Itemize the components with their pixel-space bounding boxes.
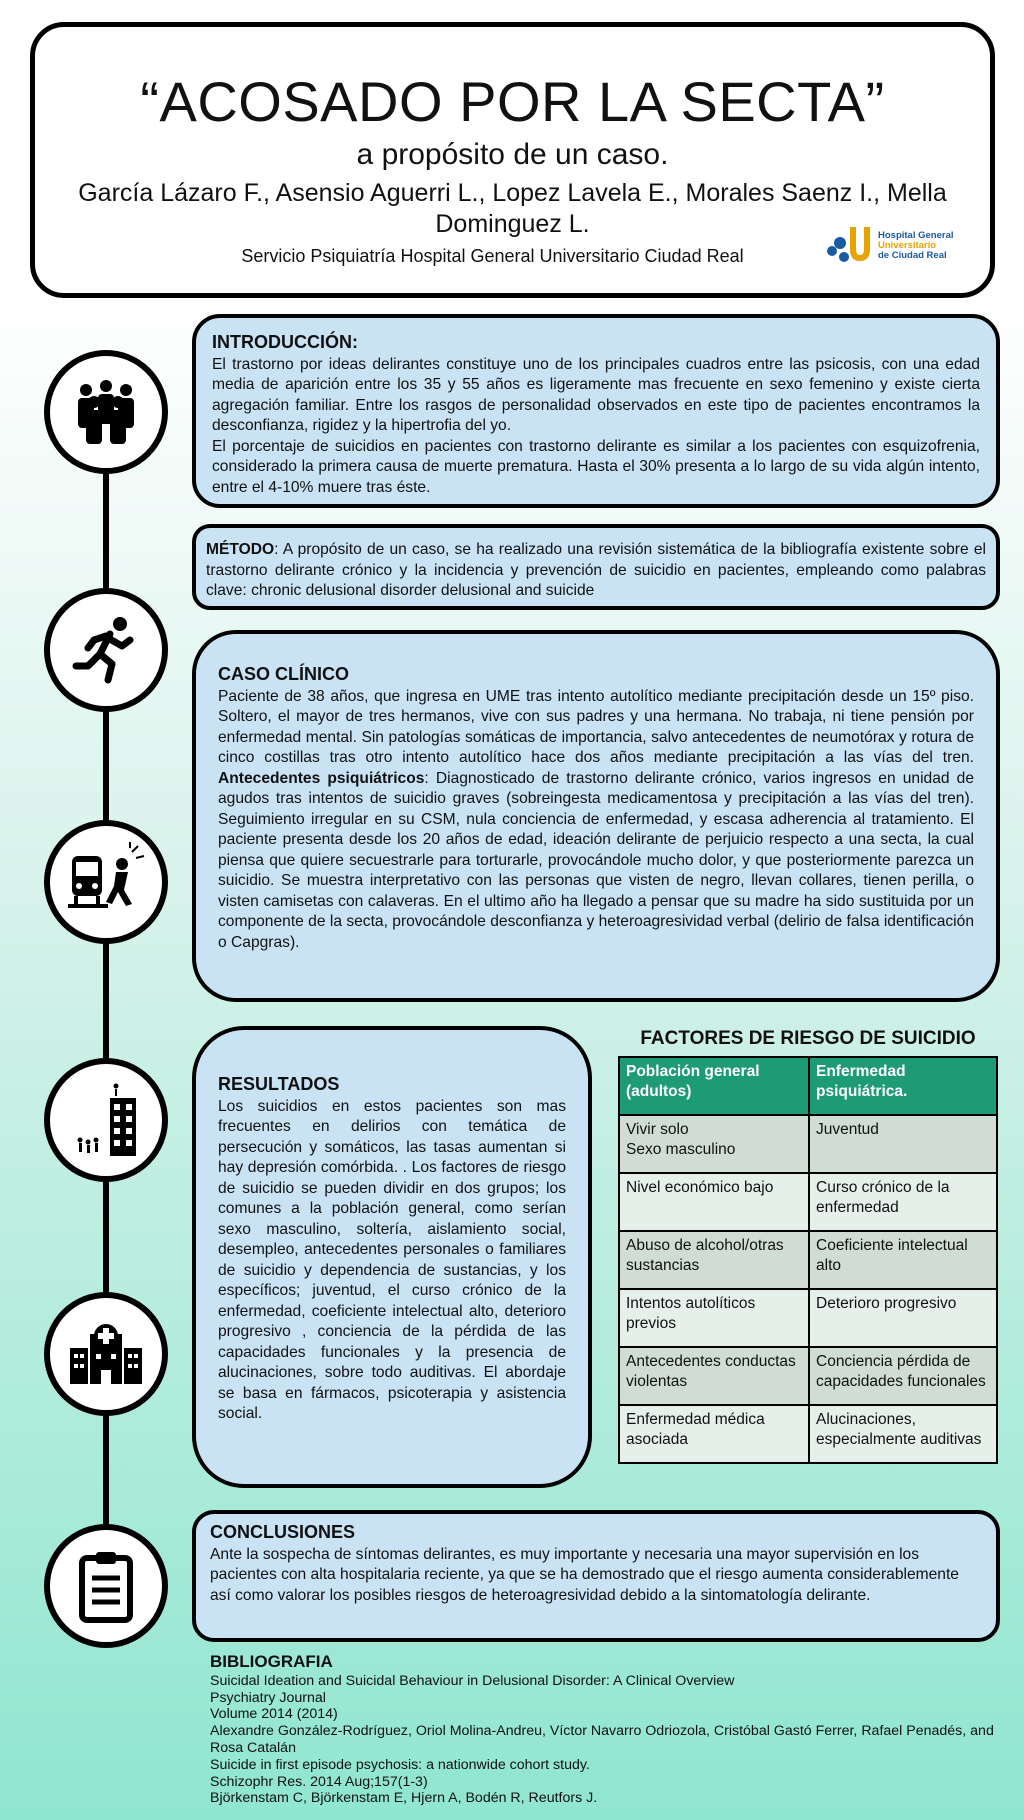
icon-circle-building: [44, 1058, 168, 1182]
poster-header: [30, 22, 995, 298]
bibliography-line: Volume 2014 (2014): [210, 1706, 338, 1723]
intro-paragraph-2: El porcentaje de suicidios en pacientes con trastorno delirante es similar a los pacientes con esquizofrenia, considerado la primera causa de muerte prematura. Hasta el 30% presenta a lo largo de su vida algún intento, entre el 4-10% muere tras éste.: [212, 437, 980, 496]
table-cell: Juventud: [809, 1115, 997, 1173]
bibliography-section: [210, 1654, 1000, 1807]
table-row: [619, 1231, 997, 1289]
table-cell: Nivel económico bajo: [619, 1173, 809, 1231]
intro-section: [192, 314, 1000, 508]
metodo-text: : A propósito de un caso, se ha realizado una revisión sistemática de la bibliografía existente sobre el trastorno delirante crónico y la incidencia y prevención de suicidio en pacientes, empleando como palabras clave: chronic delusional disorder delusional and suicide: [206, 541, 986, 599]
conclusiones-paragraph: Ante la sospecha de síntomas delirantes, es muy importante y necesaria una mayor supervisión en los pacientes con alta hospitalaria reciente, ya que se ha demostrado que el riesgo aumenta considerablemente así como valorar los posibles riesgos de heteroagresividad debido a la sintomatología delirante.: [210, 1545, 959, 1604]
hospital-logo-text: Hospital General Universitario de Ciudad Real: [878, 230, 954, 261]
bibliography-heading: BIBLIOGRAFIA: [210, 1652, 333, 1671]
poster-title: “ACOSADO POR LA SECTA”: [140, 70, 885, 133]
risk-header-general: Población general (adultos): [619, 1057, 809, 1115]
bibliography-line: Suicide in first episode psychosis: a nationwide cohort study.: [210, 1756, 590, 1773]
group-icon: [66, 372, 146, 452]
building-jump-icon: [66, 1080, 146, 1160]
resultados-paragraph: Los suicidios en estos pacientes son mas frecuentes en delirios con temática de persecución y somáticos, las tasas aumentan si hay depresión comórbida. . Los factores de riesgo de suicidio se pueden dividir en dos grupos; los comunes a la población general, como serían sexo masculino, soltería, aislamiento social, desempleo, antecedentes personales o familiares de suicidio y dependencia de sustancias, y los específicos; juventud, el curso crónico de la enfermedad, coeficiente intelectual alto, deterioro progresivo , conciencia de la pérdida de las capacidades funcionales y la presencia de alucinaciones, sobre todo auditivas. El abordaje se basa en fármacos, psicoterapia y asistencia social.: [218, 1097, 566, 1422]
table-cell: Abuso de alcohol/otras sustancias: [619, 1231, 809, 1289]
table-cell: Conciencia pérdida de capacidades funcionales: [809, 1347, 997, 1405]
bibliography-line: Alexandre González-Rodríguez, Oriol Molina-Andreu, Víctor Navarro Odriozola, Cristóbal Gastó Ferrer, Rafael Penadés, and Rosa Catalán: [210, 1723, 994, 1756]
icon-circle-train: [44, 820, 168, 944]
icon-circle-hospital: [44, 1292, 168, 1416]
metodo-section: [192, 524, 1000, 610]
bibliography-line: Suicidal Ideation and Suicidal Behaviour in Delusional Disorder: A Clinical Overview: [210, 1672, 735, 1689]
poster-subtitle: a propósito de un caso.: [356, 138, 669, 171]
metodo-paragraph: [206, 540, 986, 602]
icon-circle-running: [44, 588, 168, 712]
caso-text-a: Paciente de 38 años, que ingresa en UME tras intento autolítico mediante precipitación desde un 15º piso. Soltero, el mayor de tres hermanos, vive con sus padres y una hermana. No trabaja, ni tiene pensión por enfermedad mental. Sin patologías somáticas de importancia, salvo antecedentes de neumotórax y rotura de cinco costillas tras otro intento autolítico hace dos años mediante precipitación a las vías del tren.: [218, 687, 974, 766]
running-person-icon: [66, 610, 146, 690]
hospital-icon: [66, 1314, 146, 1394]
table-cell: Antecedentes conductas violentas: [619, 1347, 809, 1405]
table-row: [619, 1115, 997, 1173]
table-cell: Enfermedad médica asociada: [619, 1405, 809, 1463]
table-row: [619, 1405, 997, 1463]
table-cell: Alucinaciones, especialmente auditivas: [809, 1405, 997, 1463]
table-row: [619, 1173, 997, 1231]
bibliography-line: Psychiatry Journal: [210, 1689, 326, 1706]
caso-heading: CASO CLÍNICO: [218, 664, 350, 684]
risk-table: [618, 1056, 998, 1464]
caso-text-b: : Diagnosticado de trastorno delirante crónico, varios ingresos en unidad de agudos tras intentos de suicidio graves (sobreingesta medicamentosa y precipitación a las vías del tren). Seguimiento irregular en su CSM, nula conciencia de enfermedad, y escasa adherencia al tratamiento. El paciente presenta desde los 20 años de edad, ideación delirante de perjuicio respecto a una secta, la cual piensa que quiere secuestrarle para torturarle, provocándole mucho dolor, y que posteriormente parezca un suicidio. Se muestra interpretativo con las personas que visten de negro, llevan collares, tienen perilla, o visten camisetas con calaveras. En el ultimo año ha llegado a pensar que su madre ha sido sustituida por un componente de la secta, provocándole desconfianza y heteroagresividad verbal (delirio de falsa identificación o Capgras).: [218, 769, 974, 951]
hospital-logo: [824, 217, 954, 275]
caso-paragraph: [218, 687, 974, 954]
table-row: [619, 1289, 997, 1347]
table-cell: Intentos autolíticos previos: [619, 1289, 809, 1347]
metodo-label: MÉTODO: [206, 541, 275, 558]
resultados-heading: RESULTADOS: [218, 1074, 340, 1094]
table-cell: Vivir solo Sexo masculino: [619, 1115, 809, 1173]
resultados-section: [192, 1026, 592, 1488]
caso-bold-label: Antecedentes psiquiátricos: [218, 769, 425, 787]
poster-authors: García Lázaro F., Asensio Aguerri L., Lopez Lavela E., Morales Saenz I., Mella Dominguez L.: [78, 179, 947, 238]
risk-table-header-row: [619, 1057, 997, 1115]
conclusiones-heading: CONCLUSIONES: [210, 1522, 356, 1542]
intro-heading: INTRODUCCIÓN:: [212, 332, 358, 352]
conclusiones-section: [192, 1510, 1000, 1642]
clipboard-icon: [66, 1546, 146, 1626]
table-cell: Curso crónico de la enfermedad: [809, 1173, 997, 1231]
risk-header-psychiatric: Enfermedad psiquiátrica.: [809, 1057, 997, 1115]
poster-service: Servicio Psiquiatría Hospital General Universitario Ciudad Real: [241, 246, 744, 266]
table-cell: Coeficiente intelectual alto: [809, 1231, 997, 1289]
table-cell: Deterioro progresivo: [809, 1289, 997, 1347]
icon-circle-clipboard: [44, 1524, 168, 1648]
intro-paragraph-1: El trastorno por ideas delirantes constituye uno de los principales cuadros entre las psicosis, con una edad media de aparición entre los 35 y 55 años es ligeramente mas frecuente en sexo femenino y existe cierta agregación familiar. Entre los rasgos de personalidad observados en este tipo de pacientes encontramos la desconfianza, rigidez y la hipertrofia del yo.: [212, 355, 980, 434]
table-row: [619, 1347, 997, 1405]
risk-table-title: FACTORES DE RIESGO DE SUICIDIO: [640, 1028, 976, 1049]
hospital-logo-icon: [824, 221, 874, 271]
caso-clinico-section: [192, 630, 1000, 1002]
icon-circle-group: [44, 350, 168, 474]
bibliography-line: Björkenstam C, Björkenstam E, Hjern A, Bodén R, Reutfors J.: [210, 1790, 598, 1807]
bibliography-line: Schizophr Res. 2014 Aug;157(1-3): [210, 1773, 428, 1790]
train-hazard-icon: [66, 842, 146, 922]
